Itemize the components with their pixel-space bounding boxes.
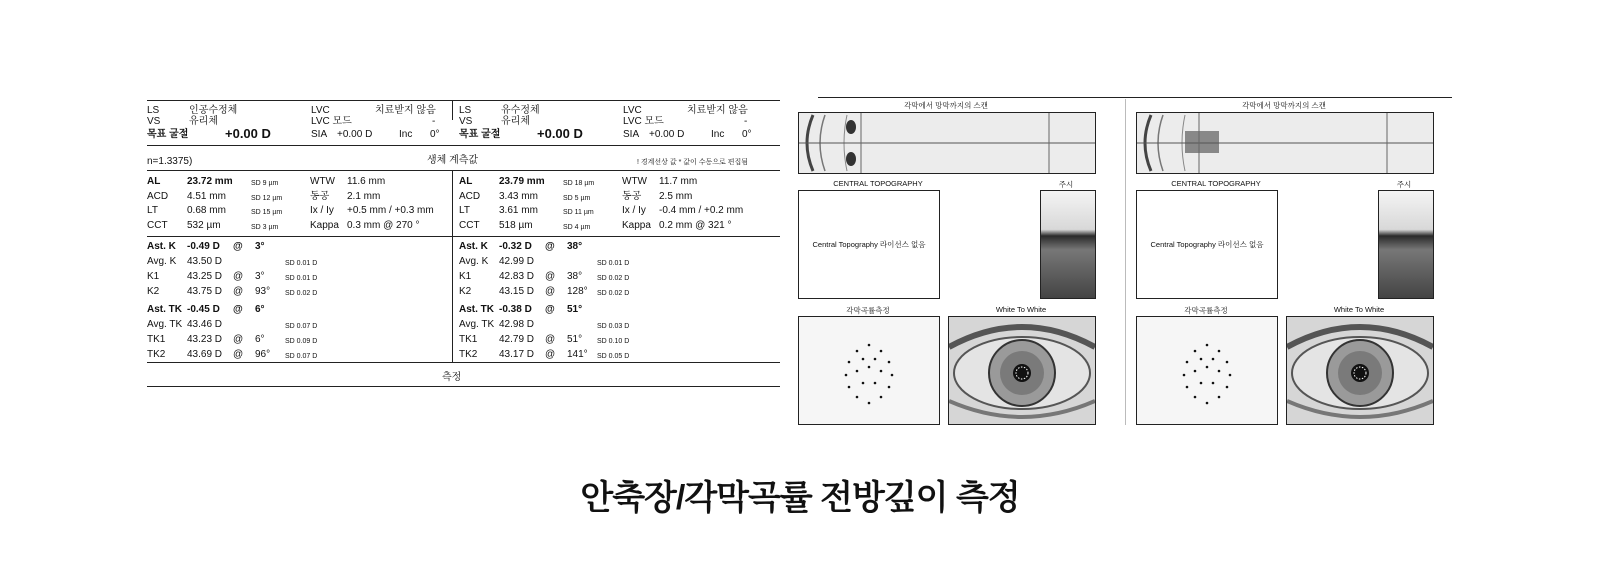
scan-panel bbox=[812, 97, 1452, 437]
inc-value: 0° bbox=[430, 129, 440, 140]
k-at: @ bbox=[233, 286, 244, 297]
section-title: 생체 계측값 bbox=[427, 155, 479, 166]
report-rule bbox=[147, 236, 780, 237]
report-rule bbox=[147, 170, 780, 171]
bio-label2: WTW bbox=[310, 176, 335, 187]
legend-note: ! 경계선상 값 * 값이 수동으로 편집됨 bbox=[637, 159, 749, 166]
keratometry-title: 각막곡률측정 bbox=[846, 306, 890, 315]
ls-value: 유수정체 bbox=[501, 105, 540, 116]
bio-sd: SD 5 µm bbox=[563, 194, 591, 202]
keratometry-image bbox=[798, 316, 940, 425]
bio-label: LT bbox=[147, 205, 158, 216]
k-at: @ bbox=[545, 286, 556, 297]
topography-box bbox=[798, 190, 940, 299]
target-refraction-label: 목표 굴절 bbox=[147, 129, 189, 140]
k-sd: SD 0.01 D bbox=[285, 260, 318, 267]
bio-value: 3.43 mm bbox=[499, 190, 538, 202]
k-at: @ bbox=[545, 241, 555, 252]
bio-value: 23.79 mm bbox=[499, 176, 545, 187]
k-sd: SD 0.01 D bbox=[285, 275, 318, 282]
target-refraction-value: +0.00 D bbox=[537, 126, 583, 141]
lvc-mode-label: LVC 모드 bbox=[311, 116, 352, 127]
fixation-image bbox=[1040, 190, 1096, 299]
bio-label2: Ix / Iy bbox=[622, 205, 646, 216]
inc-label: Inc bbox=[399, 129, 413, 140]
bio-sd: SD 15 µm bbox=[251, 209, 283, 216]
tk-label: TK1 bbox=[459, 334, 478, 345]
bio-value2: 11.6 mm bbox=[347, 176, 386, 187]
target-refraction-value: +0.00 D bbox=[225, 126, 271, 141]
tk-value: 43.23 D bbox=[187, 334, 223, 345]
oct-scan-title: 각막에서 망막까지의 스캔 bbox=[904, 101, 988, 110]
bio-label: AL bbox=[459, 176, 473, 187]
bio-sd: SD 3 µm bbox=[251, 223, 279, 231]
topography-license-message: Central Topography 라이선스 없음 bbox=[1150, 240, 1264, 249]
k-at: @ bbox=[233, 271, 244, 282]
biometry-report bbox=[147, 100, 780, 400]
k-value: 42.83 D bbox=[499, 271, 535, 282]
topography-title: CENTRAL TOPOGRAPHY bbox=[1171, 179, 1261, 188]
report-rule bbox=[147, 145, 780, 146]
inc-value: 0° bbox=[742, 129, 752, 140]
tk-value: -0.45 D bbox=[187, 304, 220, 315]
bio-value: 23.72 mm bbox=[187, 176, 233, 187]
k-value: -0.49 D bbox=[187, 241, 220, 252]
oct-scan-image bbox=[798, 112, 1096, 174]
bio-value: 3.61 mm bbox=[499, 205, 538, 216]
bio-value: 4.51 mm bbox=[187, 190, 226, 202]
bio-label2: 동공 bbox=[310, 190, 330, 202]
k-label: K2 bbox=[147, 286, 160, 297]
k-sd: SD 0.02 D bbox=[597, 275, 630, 282]
tk-label: TK2 bbox=[459, 349, 478, 360]
report-center-divider-top bbox=[452, 100, 453, 120]
bio-label2: Kappa bbox=[622, 219, 651, 231]
tk-value: -0.38 D bbox=[499, 304, 532, 315]
oct-scan-title: 각막에서 망막까지의 스캔 bbox=[1242, 101, 1326, 110]
tk-value: 43.17 D bbox=[499, 349, 535, 360]
k-at: @ bbox=[233, 241, 243, 252]
bio-label: ACD bbox=[147, 190, 169, 202]
bio-label: ACD bbox=[459, 190, 481, 202]
tk-label: Avg. TK bbox=[147, 319, 183, 330]
fixation-title: 주시 bbox=[1396, 180, 1412, 189]
k-label: Avg. K bbox=[459, 256, 489, 267]
tk-at: @ bbox=[545, 349, 556, 360]
k-value: 43.25 D bbox=[187, 271, 223, 282]
k-sd: SD 0.02 D bbox=[597, 290, 630, 297]
keratometry-title: 각막곡률측정 bbox=[1184, 306, 1228, 315]
tk-sd: SD 0.05 D bbox=[597, 353, 630, 360]
bio-sd: SD 18 µm bbox=[563, 180, 595, 187]
ls-value: 인공수정체 bbox=[189, 105, 238, 116]
report-center-divider bbox=[452, 170, 453, 362]
tk-axis: 6° bbox=[255, 304, 265, 315]
bio-sd: SD 11 µm bbox=[563, 209, 594, 216]
k-axis: 38° bbox=[567, 271, 583, 282]
tk-value: 42.98 D bbox=[499, 319, 535, 330]
footer-title: 안축장/각막곡률 전방깊이 측정 bbox=[580, 479, 1020, 517]
tk-sd: SD 0.10 D bbox=[597, 338, 630, 345]
k-axis: 93° bbox=[255, 286, 271, 297]
k-axis: 128° bbox=[567, 286, 588, 297]
scan-center-divider bbox=[1125, 99, 1126, 425]
report-top-rule bbox=[147, 100, 780, 101]
bio-value2: 0.2 mm @ 321 ° bbox=[659, 219, 732, 231]
topography-box bbox=[1136, 190, 1278, 299]
vs-label: VS bbox=[459, 116, 473, 127]
bio-value2: 2.1 mm bbox=[347, 190, 381, 202]
tk-at: @ bbox=[233, 304, 243, 315]
tk-label: TK2 bbox=[147, 349, 166, 360]
k-axis: 3° bbox=[255, 241, 265, 252]
tk-at: @ bbox=[233, 349, 244, 360]
report-bottom-rule bbox=[147, 386, 780, 387]
k-value: 43.50 D bbox=[187, 256, 223, 267]
scan-top-rule bbox=[818, 97, 1452, 98]
measure-label: 측정 bbox=[442, 372, 462, 383]
tk-axis: 96° bbox=[255, 349, 271, 360]
sia-value: +0.00 D bbox=[649, 129, 685, 140]
k-label: K1 bbox=[147, 271, 160, 282]
tk-label: Ast. TK bbox=[147, 304, 182, 315]
report-rule bbox=[147, 362, 780, 363]
tk-axis: 6° bbox=[255, 334, 265, 345]
topography-license-message: Central Topography 라이선스 없음 bbox=[812, 240, 926, 249]
lvc-mode-value: - bbox=[432, 116, 436, 127]
bio-label2: Ix / Iy bbox=[310, 205, 334, 216]
bio-sd: SD 9 µm bbox=[251, 180, 279, 187]
tk-label: Avg. TK bbox=[459, 319, 495, 330]
white-to-white-eye-image bbox=[1286, 316, 1434, 425]
tk-label: TK1 bbox=[147, 334, 166, 345]
formula-note: n=1.3375) bbox=[147, 156, 193, 167]
tk-value: 43.69 D bbox=[187, 349, 223, 360]
k-sd: SD 0.01 D bbox=[597, 260, 630, 267]
oct-scan-image bbox=[1136, 112, 1434, 174]
sia-label: SIA bbox=[311, 129, 328, 140]
tk-sd: SD 0.07 D bbox=[285, 323, 318, 330]
tk-sd: SD 0.03 D bbox=[597, 323, 630, 330]
bio-value2: +0.5 mm / +0.3 mm bbox=[347, 205, 434, 216]
bio-value: 518 µm bbox=[499, 219, 533, 231]
k-value: 42.99 D bbox=[499, 256, 535, 267]
k-value: 43.15 D bbox=[499, 286, 535, 297]
bio-label: LT bbox=[459, 205, 470, 216]
tk-sd: SD 0.07 D bbox=[285, 353, 318, 360]
bio-value2: 2.5 mm bbox=[659, 190, 693, 202]
tk-value: 43.46 D bbox=[187, 319, 223, 330]
bio-value2: -0.4 mm / +0.2 mm bbox=[659, 205, 744, 216]
k-sd: SD 0.02 D bbox=[285, 290, 318, 297]
bio-value: 532 µm bbox=[187, 219, 221, 231]
tk-at: @ bbox=[545, 304, 555, 315]
k-label: Avg. K bbox=[147, 256, 177, 267]
tk-at: @ bbox=[233, 334, 244, 345]
k-label: Ast. K bbox=[459, 241, 488, 252]
lvc-value: 치료받지 않음 bbox=[375, 105, 436, 116]
bio-value2: 0.3 mm @ 270 ° bbox=[347, 219, 420, 231]
keratometry-image bbox=[1136, 316, 1278, 425]
tk-axis: 51° bbox=[567, 304, 583, 315]
k-axis: 3° bbox=[255, 271, 265, 282]
bio-sd: SD 12 µm bbox=[251, 194, 283, 202]
bio-label: AL bbox=[147, 176, 161, 187]
tk-label: Ast. TK bbox=[459, 304, 494, 315]
vs-value: 유리체 bbox=[189, 116, 218, 127]
white-to-white-title: White To White bbox=[1333, 305, 1385, 314]
sia-value: +0.00 D bbox=[337, 129, 373, 140]
bio-sd: SD 4 µm bbox=[563, 223, 591, 231]
tk-axis: 141° bbox=[567, 349, 588, 360]
fixation-image bbox=[1378, 190, 1434, 299]
inc-label: Inc bbox=[711, 129, 725, 140]
white-to-white-title: White To White bbox=[995, 305, 1047, 314]
k-label: K1 bbox=[459, 271, 472, 282]
tk-at: @ bbox=[545, 334, 556, 345]
vs-value: 유리체 bbox=[501, 116, 530, 127]
bio-label2: WTW bbox=[622, 176, 647, 187]
lvc-mode-label: LVC 모드 bbox=[623, 116, 664, 127]
ls-label: LS bbox=[147, 105, 160, 116]
k-label: K2 bbox=[459, 286, 472, 297]
bio-value2: 11.7 mm bbox=[659, 176, 698, 187]
k-axis: 38° bbox=[567, 241, 583, 252]
lvc-mode-value: - bbox=[744, 116, 748, 127]
fixation-title: 주시 bbox=[1058, 180, 1074, 189]
bio-value: 0.68 mm bbox=[187, 205, 226, 216]
tk-sd: SD 0.09 D bbox=[285, 338, 318, 345]
bio-label2: 동공 bbox=[622, 190, 642, 202]
target-refraction-label: 목표 굴절 bbox=[459, 129, 501, 140]
vs-label: VS bbox=[147, 116, 161, 127]
k-label: Ast. K bbox=[147, 241, 176, 252]
tk-value: 42.79 D bbox=[499, 334, 535, 345]
bio-label: CCT bbox=[459, 219, 480, 231]
tk-axis: 51° bbox=[567, 334, 583, 345]
lvc-label: LVC bbox=[311, 105, 330, 116]
k-at: @ bbox=[545, 271, 556, 282]
lvc-value: 치료받지 않음 bbox=[687, 105, 748, 116]
bio-label2: Kappa bbox=[310, 219, 339, 231]
topography-title: CENTRAL TOPOGRAPHY bbox=[833, 179, 923, 188]
k-value: -0.32 D bbox=[499, 241, 532, 252]
k-value: 43.75 D bbox=[187, 286, 223, 297]
sia-label: SIA bbox=[623, 129, 640, 140]
lvc-label: LVC bbox=[623, 105, 642, 116]
bio-label: CCT bbox=[147, 219, 168, 231]
white-to-white-eye-image bbox=[948, 316, 1096, 425]
ls-label: LS bbox=[459, 105, 472, 116]
